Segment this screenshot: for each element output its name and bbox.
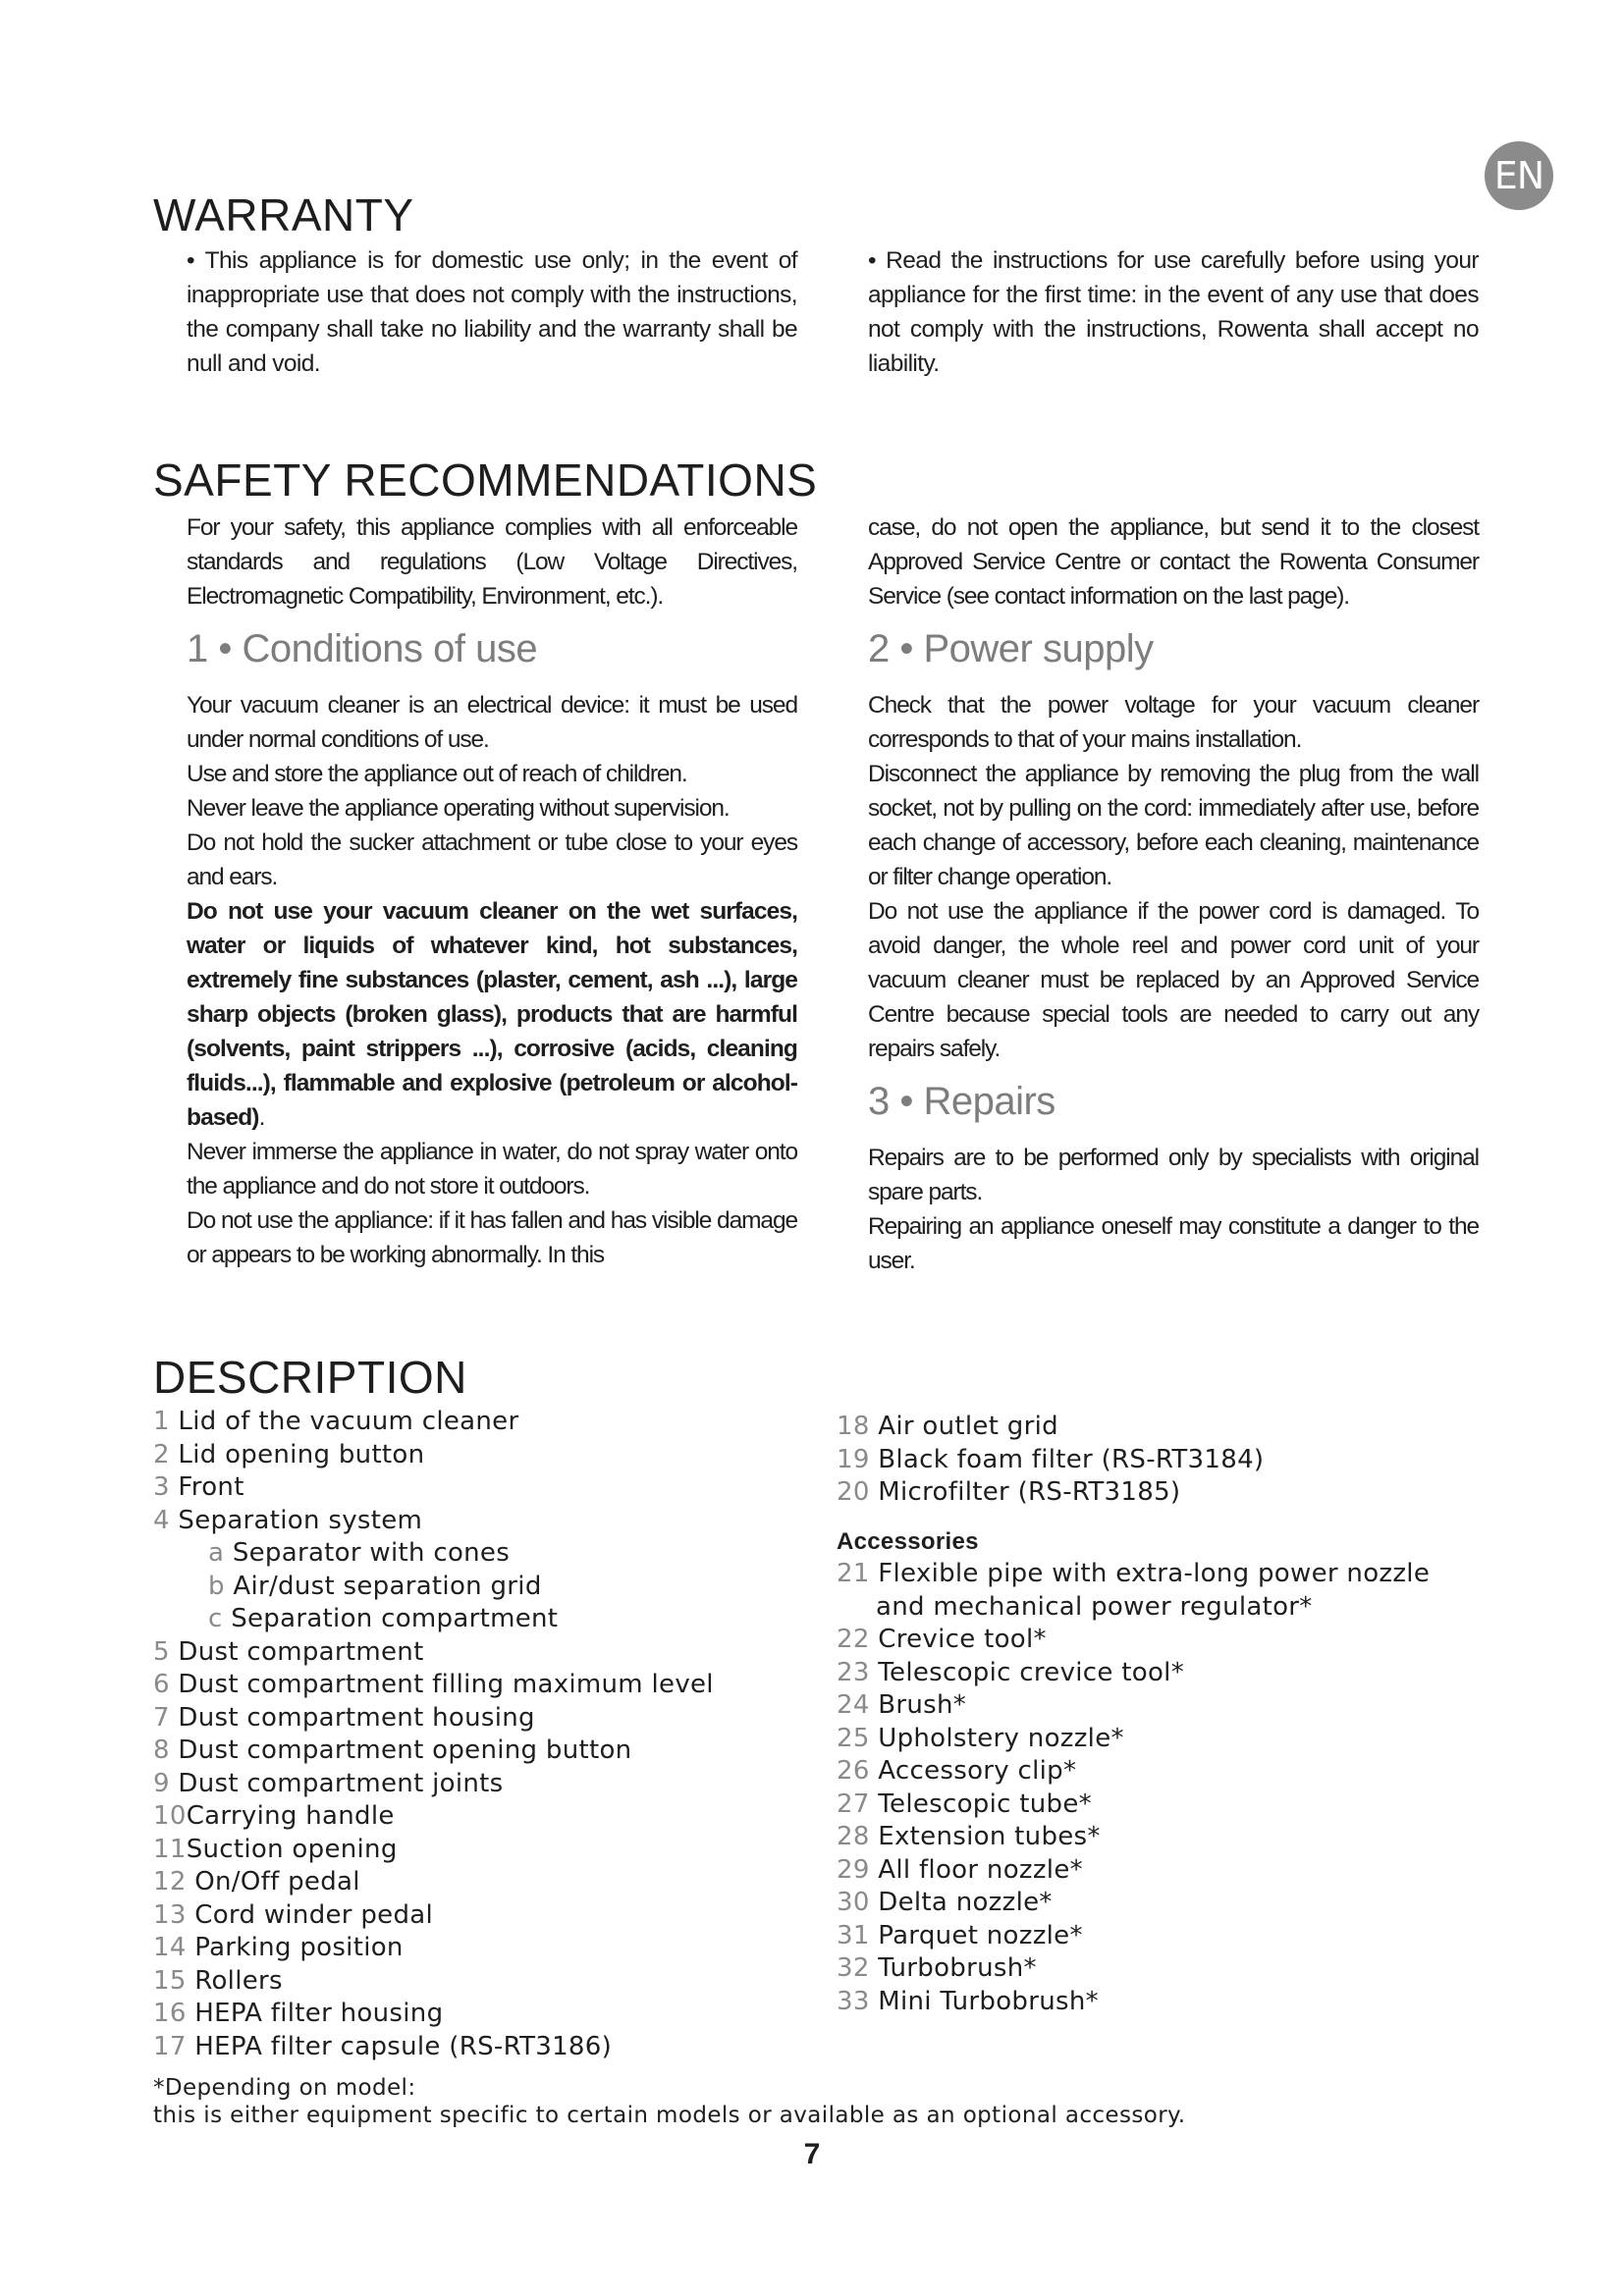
list-item: 25 Upholstery nozzle* bbox=[837, 1723, 1124, 1753]
list-item: 29 All floor nozzle* bbox=[837, 1854, 1083, 1885]
list-item: 6 Dust compartment filling maximum level bbox=[153, 1670, 714, 1699]
list-item: 5 Dust compartment bbox=[153, 1636, 424, 1667]
list-subitem: c Separation compartment bbox=[208, 1604, 559, 1633]
list-item: 7 Dust compartment housing bbox=[153, 1702, 535, 1733]
power-p3: Do not use the appliance if the power cord is damaged. To avoid danger, the whole reel and power cord unit of your vacuum cleaner must be replaced by an Approved Service Centre because special tools are needed to carry out any repairs safely. bbox=[868, 898, 1479, 1062]
warranty-left-text: • This appliance is for domestic use only; in the event of inappropriate use that does not comply with the instructions, the company shall take no liability and the warranty shall be null and void. bbox=[187, 247, 797, 377]
list-item: 14 Parking position bbox=[153, 1933, 404, 1962]
safety-continuation: case, do not open the appliance, but send it to the closest Approved Service Centre or contact the Rowenta Consumer Service (see contact information on the last page). bbox=[868, 514, 1479, 610]
footnote-line-2: this is either equipment specific to certain models or available as an optional accessory. bbox=[153, 2103, 1186, 2128]
language-badge: EN bbox=[1485, 141, 1553, 210]
power-p1: Check that the power voltage for your vacuum cleaner corresponds to that of your mains installation. bbox=[868, 692, 1479, 753]
list-item: 24 Brush* bbox=[837, 1690, 967, 1720]
conditions-heading: 1 • Conditions of use bbox=[187, 627, 538, 670]
power-heading: 2 • Power supply bbox=[868, 627, 1154, 670]
repairs-p1: Repairs are to be performed only by specialists with original spare parts. bbox=[868, 1145, 1479, 1205]
list-item: 18 Air outlet grid bbox=[837, 1412, 1058, 1441]
list-item: 2 Lid opening button bbox=[153, 1439, 425, 1469]
conditions-p5 bbox=[187, 894, 797, 1135]
list-item: 11Suction opening bbox=[153, 1834, 398, 1864]
list-item: 28 Extension tubes* bbox=[837, 1822, 1101, 1851]
list-item: 30 Delta nozzle* bbox=[837, 1888, 1053, 1917]
conditions-p1: Your vacuum cleaner is an electrical device: it must be used under normal conditions of use. bbox=[187, 692, 797, 753]
warranty-right bbox=[868, 243, 1479, 381]
list-item: 26 Accessory clip* bbox=[837, 1756, 1077, 1786]
list-item: 23 Telescopic crevice tool* bbox=[837, 1657, 1184, 1687]
footnote bbox=[153, 2074, 1186, 2129]
list-item: 1 Lid of the vacuum cleaner bbox=[153, 1407, 519, 1436]
list-item: 22 Crevice tool* bbox=[837, 1625, 1047, 1654]
conditions-p2: Use and store the appliance out of reach of children. bbox=[187, 761, 687, 787]
warranty-right-text: • Read the instructions for use carefully before using your appliance for the first time: in the event of any use that does not comply with the instructions, Rowenta shall accept no liability. bbox=[868, 247, 1479, 377]
list-item: 4 Separation system bbox=[153, 1505, 423, 1535]
accessories-heading: Accessories bbox=[837, 1527, 979, 1555]
description-title: DESCRIPTION bbox=[153, 1352, 467, 1403]
page-number: 7 bbox=[803, 2138, 821, 2170]
repairs-heading: 3 • Repairs bbox=[868, 1080, 1056, 1123]
safety-title: SAFETY RECOMMENDATIONS bbox=[153, 454, 818, 506]
conditions-p7: Do not use the appliance: if it has fallen and has visible damage or appears to be working abnormally. In this bbox=[187, 1207, 797, 1268]
list-item: 9 Dust compartment joints bbox=[153, 1768, 504, 1798]
list-item: 13 Cord winder pedal bbox=[153, 1899, 434, 1930]
list-item: 31 Parquet nozzle* bbox=[837, 1920, 1083, 1950]
power-p2: Disconnect the appliance by removing the plug from the wall socket, not by pulling on the cord: immediately after use, before each change of accessory, before each cleaning, maintenance or filter change operation. bbox=[868, 761, 1479, 890]
list-item: 16 HEPA filter housing bbox=[153, 1999, 444, 2028]
list-item: 15 Rollers bbox=[153, 1965, 283, 1996]
footnote-line-1: *Depending on model: bbox=[153, 2075, 416, 2101]
warranty-title: WARRANTY bbox=[153, 189, 414, 240]
conditions-p5-end: . bbox=[258, 1104, 265, 1131]
safety-right-column bbox=[868, 510, 1479, 1278]
list-subitem: b Air/dust separation grid bbox=[208, 1571, 542, 1601]
list-item: 10Carrying handle bbox=[153, 1801, 395, 1831]
description-right-list bbox=[837, 1411, 1430, 2018]
list-item: 17 HEPA filter capsule (RS-RT3186) bbox=[153, 2031, 613, 2061]
repairs-p2: Repairing an appliance oneself may constitute a danger to the user. bbox=[868, 1213, 1479, 1274]
list-subitem: a Separator with cones bbox=[208, 1538, 511, 1568]
conditions-p4: Do not hold the sucker attachment or tube close to your eyes and ears. bbox=[187, 829, 797, 890]
list-item: 33 Mini Turbobrush* bbox=[837, 1986, 1099, 2016]
list-item: 8 Dust compartment opening button bbox=[153, 1735, 632, 1765]
safety-left-column bbox=[187, 510, 797, 1272]
list-item: 32 Turbobrush* bbox=[837, 1953, 1037, 1983]
list-item: 3 Front bbox=[153, 1472, 244, 1502]
list-item: 19 Black foam filter (RS-RT3184) bbox=[837, 1444, 1265, 1474]
list-item: 21 Flexible pipe with extra-long power nozzle bbox=[837, 1559, 1431, 1588]
conditions-p6: Never immerse the appliance in water, do not spray water onto the appliance and do not store it outdoors. bbox=[187, 1139, 797, 1200]
list-item: 20 Microfilter (RS-RT3185) bbox=[837, 1477, 1181, 1507]
safety-intro: For your safety, this appliance complies with all enforceable standards and regulations (Low Voltage Directives, Electromagnetic Compatibility, Environment, etc.). bbox=[187, 514, 797, 610]
description-left-list bbox=[153, 1406, 714, 2063]
list-item-continuation: and mechanical power regulator* bbox=[876, 1591, 1313, 1622]
conditions-p3: Never leave the appliance operating without supervision. bbox=[187, 795, 730, 822]
warranty-left bbox=[187, 243, 797, 381]
conditions-p5-bold: Do not use your vacuum cleaner on the wet surfaces, water or liquids of whatever kind, hot substances, extremely fine substances (plaster, cement, ash ...), large sharp objects (broken glass), products that are harmful (solvents, paint strippers ...), corrosive (acids, cleaning fluids...), flammable and explosive (petroleum or alcohol-based) bbox=[187, 898, 797, 1131]
list-item: 27 Telescopic tube* bbox=[837, 1789, 1092, 1819]
list-item: 12 On/Off pedal bbox=[153, 1867, 360, 1896]
